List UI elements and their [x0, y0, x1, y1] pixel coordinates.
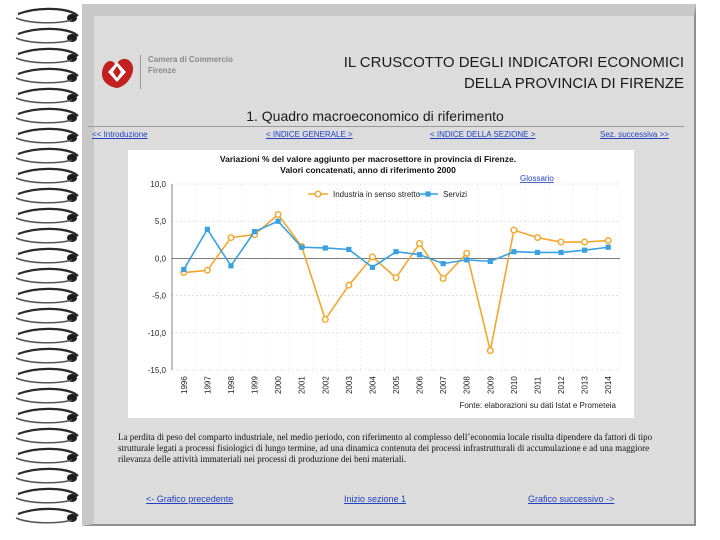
data-point	[441, 261, 446, 266]
ring-wire-back	[16, 238, 72, 243]
binding-ring	[16, 389, 78, 403]
glossary-link[interactable]: Glossario	[520, 174, 554, 183]
data-point	[464, 250, 470, 256]
series-line	[184, 215, 608, 351]
data-point	[346, 282, 352, 288]
x-tick-label: 2006	[415, 376, 425, 394]
binding-ring	[16, 89, 78, 103]
x-tick-label: 2013	[580, 376, 590, 394]
binding-ring	[16, 409, 78, 423]
logo-text-line2: Firenze	[148, 66, 177, 75]
x-tick-label: 1997	[203, 376, 213, 394]
binding-ring	[16, 229, 78, 243]
ring-wire-back	[16, 258, 72, 263]
ring-wire-back	[16, 318, 72, 323]
ring-wire-back	[16, 478, 72, 483]
binding-ring	[16, 449, 78, 463]
title-line1: IL CRUSCOTTO DEGLI INDICATORI ECONOMICI	[343, 54, 684, 71]
data-point	[393, 249, 398, 254]
nav-next-section-link[interactable]: Sez. successiva >>	[600, 130, 669, 139]
x-tick-label: 2012	[557, 376, 567, 394]
data-point	[370, 265, 375, 270]
ring-wire-back	[16, 338, 72, 343]
x-tick-label: 2007	[439, 376, 449, 394]
binding-ring	[16, 109, 78, 123]
data-point	[605, 238, 611, 244]
data-point	[346, 247, 351, 252]
next-chart-link[interactable]: Grafico successivo ->	[528, 494, 615, 504]
ring-wire-back	[16, 198, 72, 203]
section-subtitle: 1. Quadro macroeconomico di riferimento	[246, 108, 504, 124]
data-point	[299, 245, 304, 250]
binding-ring	[16, 289, 78, 303]
ring-wire-back	[16, 518, 72, 523]
binding-ring	[16, 29, 78, 43]
binding-ring	[16, 269, 78, 283]
page-title	[250, 52, 684, 94]
data-point	[205, 268, 211, 274]
binding-ring	[16, 149, 78, 163]
data-point	[322, 317, 328, 323]
title-line2: DELLA PROVINCIA DI FIRENZE	[463, 75, 684, 92]
x-tick-label: 2003	[344, 376, 354, 394]
data-point	[440, 276, 446, 282]
y-tick-label: -15,0	[147, 366, 166, 375]
ring-wire-back	[16, 398, 72, 403]
legend-label: Industria in senso stretto	[333, 190, 421, 199]
logo-text-line1: Camera di Commercio	[148, 55, 233, 64]
nav-intro-link[interactable]: << Introduzione	[92, 130, 148, 139]
ring-wire-back	[16, 418, 72, 423]
ring-wire-back	[16, 218, 72, 223]
binding-ring	[16, 309, 78, 323]
section-start-link[interactable]: Inizio sezione 1	[344, 494, 407, 504]
data-point	[558, 239, 564, 245]
binding-ring	[16, 189, 78, 203]
x-tick-label: 1996	[179, 376, 189, 394]
ring-wire-back	[16, 18, 72, 23]
binding-ring	[16, 369, 78, 383]
data-point	[488, 259, 493, 264]
binding-ring	[16, 429, 78, 443]
binding-ring	[16, 69, 78, 83]
data-point	[252, 229, 257, 234]
chart-caption: La perdita di peso del comparto industriale, nel medio periodo, con riferimento al complesso dell’economia locale risulta dipendere da fattori di tipo strutturale legati a processi fisiologici di lungo termine, ad una dinamica contenuta dei processi infrastrutturali di accumulazione e ad una maggiore rilevanza delle attività immateriali nei processi di produzione dei beni materiali.	[118, 432, 653, 464]
data-point	[511, 249, 516, 254]
data-point	[276, 219, 281, 224]
x-tick-label: 2011	[533, 376, 543, 394]
data-point	[535, 250, 540, 255]
chart-title: Variazioni % del valore aggiunto per macrosettore in provincia di Firenze.	[219, 154, 517, 164]
x-tick-label: 2001	[297, 376, 307, 394]
x-tick-label: 2005	[392, 376, 401, 394]
x-tick-label: 2004	[368, 376, 378, 394]
x-tick-label: 2002	[321, 376, 331, 394]
x-tick-label: 1998	[226, 376, 236, 394]
data-point	[488, 348, 494, 354]
ring-wire-back	[16, 178, 72, 183]
ring-wire-back	[16, 278, 72, 283]
binding-ring	[16, 169, 78, 183]
binding-ring	[16, 489, 78, 503]
divider	[88, 126, 684, 127]
legend	[308, 190, 467, 199]
ring-wire-back	[16, 118, 72, 123]
y-tick-label: -5,0	[152, 291, 166, 301]
nav-general-index-link[interactable]: < INDICE GENERALE >	[266, 130, 353, 139]
ring-wire-back	[16, 78, 72, 83]
data-point	[582, 248, 587, 253]
x-tick-label: 2009	[486, 376, 496, 394]
binding-ring	[16, 49, 78, 63]
x-tick-label: 2000	[274, 376, 284, 394]
data-point	[582, 239, 588, 245]
ring-wire-back	[16, 38, 72, 43]
binding-ring	[16, 129, 78, 143]
ring-wire-back	[16, 98, 72, 103]
data-point	[370, 254, 376, 260]
logo-text	[148, 54, 233, 76]
x-tick-label: 2008	[462, 376, 472, 394]
binding-ring	[16, 249, 78, 263]
nav-section-index-link[interactable]: < INDICE DELLA SEZIONE >	[430, 130, 536, 139]
binding-ring	[16, 9, 78, 23]
data-point	[511, 227, 517, 233]
binding-ring	[16, 469, 78, 483]
ring-wire-back	[16, 58, 72, 63]
legend-marker	[425, 191, 430, 196]
data-point	[417, 241, 423, 247]
data-point	[323, 245, 328, 250]
binding-ring	[16, 509, 78, 523]
ring-wire-back	[16, 378, 72, 383]
line-chart	[128, 150, 634, 418]
data-point	[181, 267, 186, 272]
ring-wire-back	[16, 438, 72, 443]
y-tick-label: 10,0	[150, 180, 166, 189]
spiral-binding	[0, 0, 86, 540]
legend-label: Servizi	[443, 190, 468, 199]
data-point	[464, 257, 469, 262]
ring-wire-back	[16, 138, 72, 143]
data-point	[228, 263, 233, 268]
data-point	[205, 227, 210, 232]
data-point	[228, 235, 234, 241]
ring-wire-back	[16, 358, 72, 363]
chart-subtitle: Valori concatenati, anno di riferimento 2000	[280, 165, 456, 175]
ring-wire-back	[16, 298, 72, 303]
x-tick-label: 2014	[604, 376, 614, 394]
y-tick-label: 0,0	[154, 254, 166, 264]
ring-wire-back	[16, 158, 72, 163]
chart-source: Fonte: elaborazioni su dati Istat e Prometeia	[459, 401, 616, 410]
data-point	[393, 275, 399, 281]
y-tick-label: 5,0	[154, 217, 166, 227]
legend-marker	[315, 191, 321, 197]
data-point	[535, 235, 541, 241]
data-point	[558, 250, 563, 255]
x-tick-label: 2010	[509, 376, 519, 394]
ring-wire-back	[16, 458, 72, 463]
binding-ring	[16, 349, 78, 363]
series-line	[184, 221, 608, 269]
data-point	[606, 245, 611, 250]
y-tick-label: -10,0	[147, 328, 166, 338]
prev-chart-link[interactable]: <- Grafico precedente	[146, 494, 234, 504]
data-point	[417, 252, 422, 257]
x-tick-label: 1999	[250, 376, 260, 394]
data-point	[275, 212, 281, 218]
ring-wire-back	[16, 498, 72, 503]
binding-ring	[16, 329, 78, 343]
binding-ring	[16, 209, 78, 223]
